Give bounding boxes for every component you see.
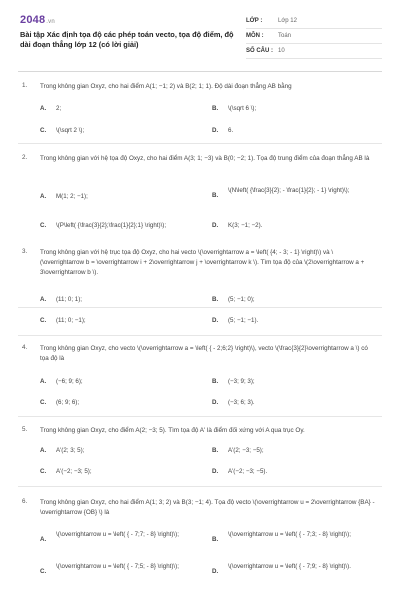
question-number: 3. <box>22 248 28 255</box>
option-d[interactable] <box>212 126 378 135</box>
option-text: (11; 0; −1); <box>56 317 86 324</box>
option-letter: C. <box>40 568 47 575</box>
meta-value: Lớp 12 <box>278 18 297 24</box>
question-number: 6. <box>22 498 28 505</box>
option-letter: A. <box>40 296 47 303</box>
question-divider <box>18 335 382 336</box>
option-letter: D. <box>212 317 219 324</box>
option-text: A'(2; 3; 5); <box>56 447 85 454</box>
option-letter: C. <box>40 399 47 406</box>
option-text: A'(−2; −3; −5). <box>228 468 268 475</box>
site-logo[interactable] <box>20 14 55 26</box>
question-text: Trong không gian Oxyz, cho vecto \(\overrightarrow a = \left( { - 2;6;2} \right)\), vecto \(\frac{3}{2}\overrightarrow a \) có tọa độ là <box>40 345 368 362</box>
option-text: (−3; 9; 3); <box>228 378 255 385</box>
option-text: (−6; 9; 6); <box>56 378 83 385</box>
document-title: Bài tập Xác định tọa độ các phép toán vecto, tọa độ điểm, độ dài đoạn thẳng lớp 12 (có lời giải) <box>20 30 234 49</box>
question-text: Trong không gian với hệ tọa độ Oxyz, cho hai điểm A(3; 1; −3) và B(0; −2; 1). Tọa độ trung điểm của đoạn thẳng AB là <box>40 155 370 162</box>
option-text: \(\sqrt 6 \); <box>228 105 257 112</box>
question-text: Trong không gian với hệ trục tọa độ Oxyz, cho hai vecto \(\overrightarrow a = \left( {4; - 3; - 1} \right)\) và \(\overrightarrow b = \overrightarrow i + 2\overrightarrow j + \overrightarrow k \). Tìm tọa độ của \(2\overrightarrow a + 3\overrightarrow b \). <box>40 249 365 276</box>
option-text: \(\sqrt 2 \); <box>56 127 85 134</box>
option-text: (6; 9; 6); <box>56 399 80 406</box>
option-b[interactable] <box>212 104 378 113</box>
option-c[interactable] <box>40 316 206 325</box>
option-b[interactable] <box>212 377 378 386</box>
meta-row-grade <box>246 14 382 29</box>
option-letter: B. <box>212 192 219 199</box>
option-c[interactable] <box>40 221 206 230</box>
question-divider <box>18 416 382 417</box>
meta-row-count <box>246 44 382 59</box>
option-c[interactable] <box>40 562 206 576</box>
option-letter: D. <box>212 222 219 229</box>
option-letter: A. <box>40 536 47 543</box>
option-c[interactable] <box>40 126 206 135</box>
option-c[interactable] <box>40 467 206 476</box>
logo-text: 2048 <box>20 14 46 26</box>
option-a[interactable] <box>40 377 206 386</box>
option-text: (5; −1; 0); <box>228 296 255 303</box>
option-b[interactable] <box>212 446 378 455</box>
option-text: (5; −1; −1). <box>228 317 259 324</box>
option-text: (11; 0; 1); <box>56 296 83 303</box>
question-text: Trong không gian Oxyz, cho hai điểm A(1; 3; 2) và B(3; −1; 4). Tọa độ vecto \(\overrightarrow u = 2\overrightarrow {BA} - \overrightarrow {OB} \) là <box>40 499 375 516</box>
meta-value: 10 <box>278 48 285 54</box>
option-d[interactable] <box>212 467 378 476</box>
question-number: 5. <box>22 426 28 433</box>
option-letter: D. <box>212 399 219 406</box>
meta-table <box>246 14 382 59</box>
option-letter: B. <box>212 536 219 543</box>
option-letter: A. <box>40 378 47 385</box>
option-letter: A. <box>40 105 47 112</box>
option-a[interactable] <box>40 530 206 544</box>
option-d[interactable] <box>212 221 378 230</box>
meta-label: LỚP : <box>246 18 263 24</box>
question-text: Trong không gian Oxyz, cho điểm A(2; −3; 5). Tìm tọa độ A' là điểm đối xứng với A qua trục Oy. <box>40 427 305 434</box>
header-divider <box>18 71 382 72</box>
option-text: \(\overrightarrow u = \left( { - 7;3; - 8} \right)\); <box>228 531 351 538</box>
option-letter: B. <box>212 378 219 385</box>
meta-label: MÔN : <box>246 33 264 39</box>
option-d[interactable] <box>212 316 378 325</box>
option-letter: D. <box>212 568 219 575</box>
option-text: (−3; 6; 3). <box>228 399 255 406</box>
option-b[interactable] <box>212 295 378 304</box>
option-letter: C. <box>40 222 47 229</box>
option-text: 6. <box>228 127 234 134</box>
option-letter: B. <box>212 447 219 454</box>
option-letter: D. <box>212 127 219 134</box>
option-c[interactable] <box>40 398 206 407</box>
option-d[interactable] <box>212 398 378 407</box>
question-number: 1. <box>22 82 28 89</box>
option-letter: D. <box>212 468 219 475</box>
question-number: 4. <box>22 344 28 351</box>
option-a[interactable] <box>40 104 206 113</box>
option-a[interactable] <box>40 295 206 304</box>
option-text: \(\overrightarrow u = \left( { - 7;5; - 8} \right)\); <box>56 563 179 570</box>
option-text: A'(2; −3; −5); <box>228 447 264 454</box>
option-a[interactable] <box>40 446 206 455</box>
question-divider <box>18 143 382 144</box>
option-text: \(N\left( {\frac{3}{2}; - \frac{1}{2}; - 1} \right)\); <box>228 187 350 194</box>
option-letter: A. <box>40 447 47 454</box>
question-divider <box>18 307 382 308</box>
option-b[interactable] <box>212 530 378 544</box>
page-header <box>20 14 382 62</box>
option-d[interactable] <box>212 562 378 576</box>
meta-value: Toán <box>278 33 292 39</box>
question-number: 2. <box>22 154 28 161</box>
meta-label: SỐ CÂU : <box>246 48 273 54</box>
option-text: A'(−2; −3; 5); <box>56 468 92 475</box>
question-divider <box>18 486 382 487</box>
option-text: \(\overrightarrow u = \left( { - 7;9; - 8} \right)\). <box>228 563 351 570</box>
option-letter: B. <box>212 105 219 112</box>
option-text: \(\overrightarrow u = \left( { - 7;7; - 8} \right)\); <box>56 531 179 538</box>
option-text: K(3; −1; −2). <box>228 222 263 229</box>
option-a[interactable] <box>40 192 206 201</box>
question-text: Trong không gian Oxyz, cho hai điểm A(1; −1; 2) và B(2; 1; 1). Độ dài đoạn thẳng AB bằng <box>40 83 292 90</box>
option-letter: B. <box>212 296 219 303</box>
logo-suffix: .vn <box>46 19 55 25</box>
option-letter: C. <box>40 127 47 134</box>
option-text: \(P\left( {\frac{3}{2};\frac{1}{2};1} \right)\); <box>56 222 167 229</box>
meta-row-subject <box>246 29 382 44</box>
option-letter: C. <box>40 317 47 324</box>
option-text: M(1; 2; −1); <box>56 193 88 200</box>
option-b[interactable] <box>212 186 378 200</box>
option-text: 2; <box>56 105 62 112</box>
option-letter: A. <box>40 193 47 200</box>
option-letter: C. <box>40 468 47 475</box>
